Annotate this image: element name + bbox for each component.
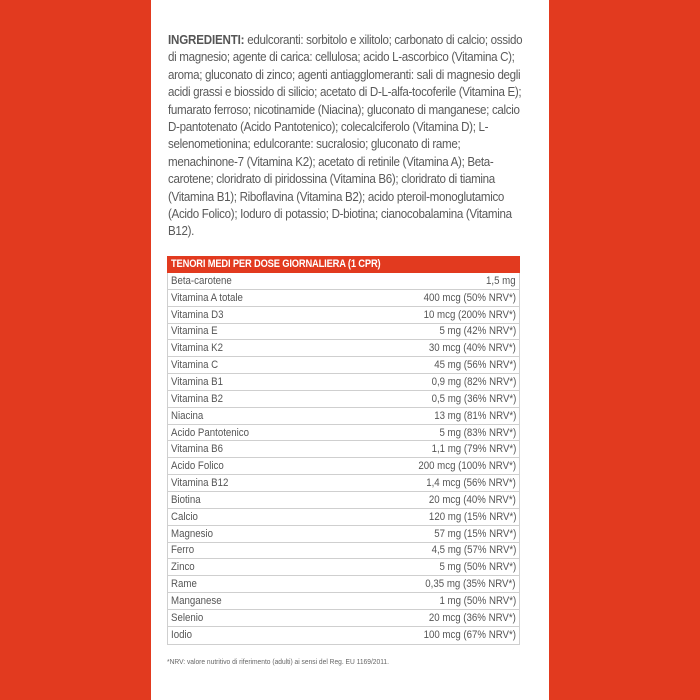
table-row — [168, 425, 519, 442]
nutrient-name: Magnesio — [171, 527, 213, 540]
nutrient-name: Iodio — [171, 629, 192, 642]
nutrient-name: Vitamina K2 — [171, 342, 224, 355]
table-row — [168, 526, 519, 543]
nutrient-name: Vitamina E — [171, 325, 218, 338]
nutrient-value: 5 mg (83% NRV*) — [439, 426, 516, 439]
nutrient-value: 1,4 mcg (56% NRV*) — [426, 477, 516, 490]
footnote: *NRV: valore nutritivo di riferimento (adulti) ai sensi del Reg. EU 1169/2011. — [167, 657, 389, 666]
table-row — [168, 509, 519, 526]
nutrient-name: Vitamina B2 — [171, 392, 224, 405]
nutrient-name: Vitamina B12 — [171, 477, 229, 490]
nutrient-name: Ferro — [171, 544, 195, 557]
nutrient-value: 0,5 mg (36% NRV*) — [431, 392, 516, 405]
table-row — [168, 441, 519, 458]
table-row — [168, 543, 519, 560]
nutrient-name: Acido Pantotenico — [171, 426, 250, 439]
nutrient-value: 30 mcg (40% NRV*) — [429, 342, 516, 355]
nutrient-value: 100 mcg (67% NRV*) — [423, 629, 516, 642]
table-row — [168, 324, 519, 341]
table-row — [168, 610, 519, 627]
nutrient-value: 0,35 mg (35% NRV*) — [425, 578, 516, 591]
nutrient-value: 200 mcg (100% NRV*) — [418, 460, 516, 473]
nutrient-value: 13 mg (81% NRV*) — [433, 409, 516, 422]
nutrient-name: Acido Folico — [171, 460, 224, 473]
table-row — [168, 340, 519, 357]
nutrient-name: Biotina — [171, 493, 201, 506]
table-row — [168, 475, 519, 492]
nutrient-value: 0,9 mg (82% NRV*) — [431, 375, 516, 388]
nutrient-name: Zinco — [171, 561, 195, 574]
table-row — [168, 593, 519, 610]
nutrient-name: Beta-carotene — [171, 274, 232, 287]
table-row — [168, 273, 519, 290]
table-row — [168, 391, 519, 408]
nutrient-name: Vitamina A totale — [171, 291, 243, 304]
table-row — [168, 492, 519, 509]
table-row — [168, 559, 519, 576]
nutrient-name: Vitamina C — [171, 359, 219, 372]
table-row — [168, 408, 519, 425]
nutrition-table — [167, 256, 520, 645]
table-row — [168, 374, 519, 391]
nutrient-value: 20 mcg (36% NRV*) — [429, 611, 516, 624]
table-row — [168, 290, 519, 307]
nutrient-value: 120 mg (15% NRV*) — [428, 510, 516, 523]
table-row — [168, 357, 519, 374]
nutrient-value: 1 mg (50% NRV*) — [439, 594, 516, 607]
nutrient-value: 57 mg (15% NRV*) — [433, 527, 516, 540]
nutrient-name: Calcio — [171, 510, 198, 523]
nutrient-name: Rame — [171, 578, 197, 591]
nutrient-value: 45 mg (56% NRV*) — [433, 359, 516, 372]
nutrient-name: Niacina — [171, 409, 204, 422]
nutrition-table-header: TENORI MEDI PER DOSE GIORNALIERA (1 CPR) — [167, 256, 520, 273]
nutrient-value: 4,5 mg (57% NRV*) — [431, 544, 516, 557]
nutrient-value: 5 mg (42% NRV*) — [439, 325, 516, 338]
nutrient-name: Vitamina D3 — [171, 308, 224, 321]
nutrient-name: Selenio — [171, 611, 204, 624]
nutrient-name: Vitamina B1 — [171, 375, 224, 388]
ingredients-text: edulcoranti: sorbitolo e xilitolo; carbonato di calcio; ossido di magnesio; agente di carica: cellulosa; acido L-ascorbico (Vitamina C); aroma; gluconato di zinco; agenti antiagglomeranti: sali di magnesio degli acidi grassi e biossido di silicio; acetato di D-L-alfa-tocoferile (Vitamina E); fumarato ferroso; nicotinamide (Niacina); gluconato di manganese; calcio D-pantotenato (Acido Pantotenico); colecalciferolo (Vitamina D); L-selenometionina; edulcorante: sucralosio; gluconato di rame; menachinone-7 (Vitamina K2); acetato di retinile (Vitamina A); Beta-carotene; cloridrato di piridossina (Vitamina B6); cloridrato di tiamina (Vitamina B1); Riboflavina (Vitamina B2); acido pteroil-monoglutamico (Acido Folico); Ioduro di potassio; D-biotina; cianocobalamina (Vitamina B12). — [168, 33, 523, 239]
ingredients-label: INGREDIENTI: — [168, 33, 245, 47]
table-row — [168, 458, 519, 475]
nutrient-name: Vitamina B6 — [171, 443, 224, 456]
nutrient-value: 400 mcg (50% NRV*) — [423, 291, 516, 304]
nutrient-name: Manganese — [171, 594, 222, 607]
nutrient-value: 20 mcg (40% NRV*) — [429, 493, 516, 506]
nutrient-value: 1,1 mg (79% NRV*) — [431, 443, 516, 456]
table-row — [168, 627, 519, 644]
nutrient-value: 1,5 mg — [486, 274, 516, 287]
nutrient-value: 5 mg (50% NRV*) — [439, 561, 516, 574]
ingredients-paragraph — [168, 32, 523, 241]
nutrition-table-body — [167, 273, 520, 645]
table-row — [168, 576, 519, 593]
nutrient-value: 10 mcg (200% NRV*) — [423, 308, 516, 321]
table-row — [168, 307, 519, 324]
